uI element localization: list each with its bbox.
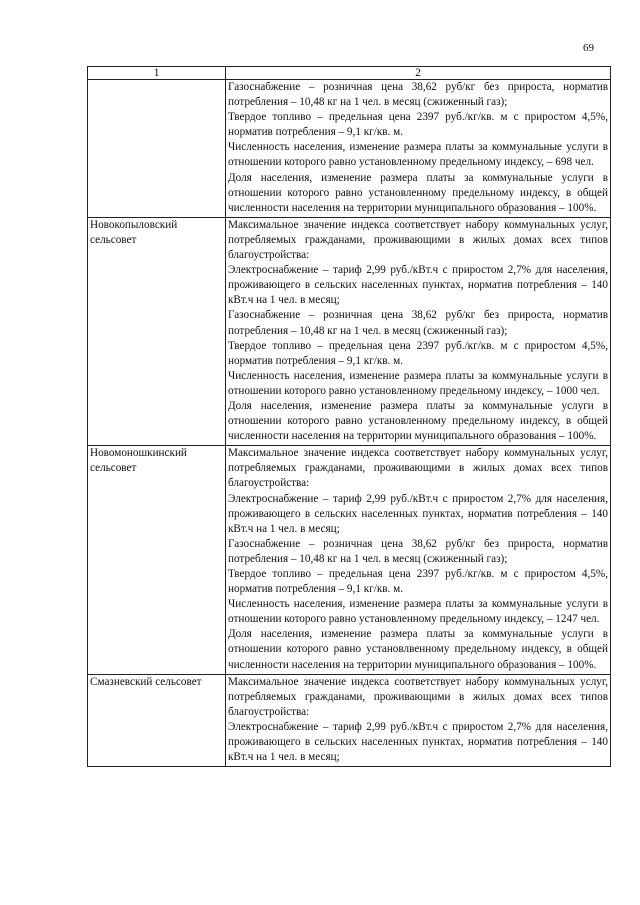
description-paragraph: Доля населения, изменение размера платы за коммунальные услуги в отношении которого равно установленному предельному индексу, в общей численности населения на территории муниципального образования – 100%.: [228, 171, 608, 214]
description-paragraph: Газоснабжение – розничная цена 38,62 руб/кг без прироста, норматив потребления – 10,48 кг на 1 чел. в месяц (сжиженный газ);: [228, 81, 608, 109]
description-paragraph: Электроснабжение – тариф 2,99 руб./кВт.ч с приростом 2,7% для населения, проживающего в сельских населенных пунктах, норматив потребления – 140 кВт.ч на 1 чел. в месяц;: [228, 492, 608, 535]
table-header-row: [88, 67, 611, 80]
municipal-index-table: [87, 66, 611, 767]
description-paragraph: Максимальное значение индекса соответствует набору коммунальных услуг, потребляемых гражданами, проживающими в жилых домах всех типов благоустройства:: [228, 675, 608, 718]
description-paragraph: Газоснабжение – розничная цена 38,62 руб/кг без прироста, норматив потребления – 10,48 кг на 1 чел. в месяц (сжиженный газ);: [228, 309, 608, 337]
index-description: [226, 446, 611, 674]
index-description: [226, 217, 611, 445]
description-paragraph: Твердое топливо – предельная цена 2397 руб./кг/кв. м с приростом 4,5%, норматив потребления – 9,1 кг/кв. м.: [228, 568, 608, 596]
table-row: [88, 217, 611, 445]
description-paragraph: Численность населения, изменение размера платы за коммунальные услуги в отношении которого равно установленному предельному индексу, – 1247 чел.: [228, 598, 608, 626]
municipality-name: Новокопыловский сельсовет: [88, 217, 226, 445]
description-paragraph: Доля населения, изменение размера платы за коммунальные услуги в отношении которого равно установлвенному предельному индексу, в общей численности населения на территории муниципального образования – 100%.: [228, 628, 608, 671]
description-paragraph: Численность населения, изменение размера платы за коммунальные услуги в отношении которого равно установленному предельному индексу, – 698 чел.: [228, 141, 608, 169]
description-paragraph: Максимальное значение индекса соответствует набору коммунальных услуг, потребляемых гражданами, проживающими в жилых домах всех типов благоустройства:: [228, 447, 608, 490]
column-header-1: 1: [88, 67, 226, 80]
index-description: [226, 674, 611, 767]
description-paragraph: Максимальное значение индекса соответствует набору коммунальных услуг, потребляемых гражданами, проживающими в жилых домах всех типов благоустройства:: [228, 218, 608, 262]
index-description: [226, 80, 611, 218]
description-paragraph: Твердое топливо – предельная цена 2397 руб./кг/кв. м с приростом 4,5%, норматив потребления – 9,1 кг/кв. м.: [228, 339, 608, 367]
description-paragraph: Твердое топливо – предельная цена 2397 руб./кг/кв. м с приростом 4,5%, норматив потребления – 9,1 кг/кв. м.: [228, 111, 608, 139]
description-paragraph: Электроснабжение – тариф 2,99 руб./кВт.ч с приростом 2,7% для населения, проживающего в сельских населенных пунктах, норматив потребления – 140 кВт.ч на 1 чел. в месяц;: [228, 720, 608, 764]
column-header-2: 2: [226, 67, 611, 80]
description-paragraph: Электроснабжение – тариф 2,99 руб./кВт.ч с приростом 2,7% для населения, проживающего в сельских населенных пунктах, норматив потребления – 140 кВт.ч на 1 чел. в месяц;: [228, 264, 608, 307]
municipality-name: Смазневский сельсовет: [88, 674, 226, 767]
municipality-name: [88, 80, 226, 218]
table-row: [88, 674, 611, 767]
table-row: [88, 80, 611, 218]
description-paragraph: Доля населения, изменение размера платы за коммунальные услуги в отношении которого равно установленному предельному индексу, в общей численности населения на территории муниципального образования – 100%.: [228, 399, 608, 443]
page-number: 69: [583, 42, 594, 54]
municipality-name: Новомоношкинский сельсовет: [88, 446, 226, 674]
table-row: [88, 446, 611, 674]
description-paragraph: Численность населения, изменение размера платы за коммунальные услуги в отношении которого равно установленному предельному индексу, – 1000 чел.: [228, 369, 608, 397]
description-paragraph: Газоснабжение – розничная цена 38,62 руб/кг без прироста, норматив потребления – 10,48 кг на 1 чел. в месяц (сжиженный газ);: [228, 537, 608, 565]
